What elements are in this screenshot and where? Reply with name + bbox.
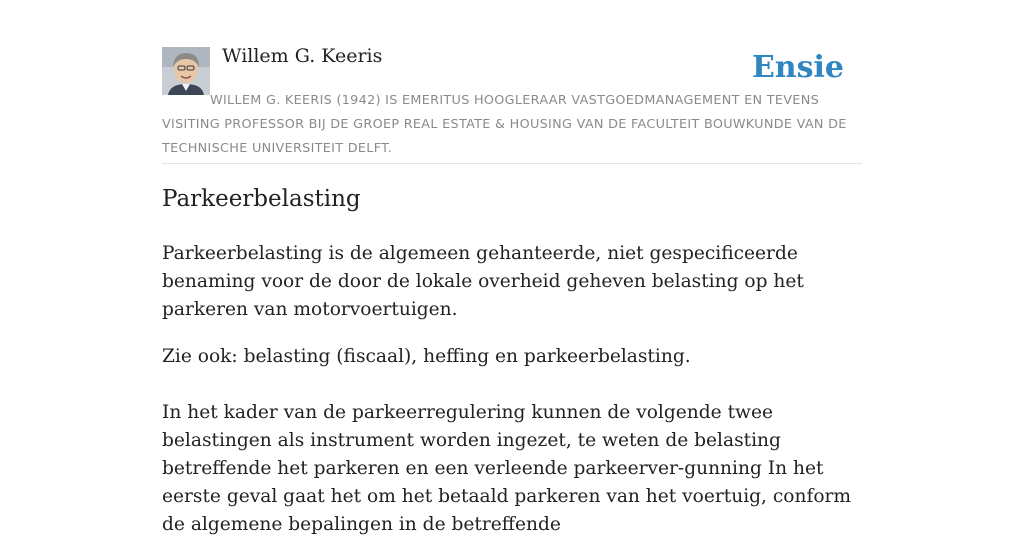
author-avatar[interactable] [162, 47, 210, 95]
header-divider [162, 163, 862, 164]
author-name[interactable]: Willem G. Keeris [222, 45, 383, 67]
entry-title: Parkeerbelasting [162, 186, 361, 212]
entry-paragraph: In het kader van de parkeerregulering kunnen de volgende twee belastingen als instrument worden ingezet, te weten de belasting betreffende het parkeren en een verleende parkeerver-gunning In het eerste geval gaat het om het betaald parkeren van het voertuig, conform de algemene bepalingen in de betreffende [162, 402, 852, 535]
entry-paragraph: Parkeerbelasting is de algemeen gehanteerde, niet gespecificeerde benaming voor de door de lokale overheid geheven belasting op het parkeren van motorvoertuigen. [162, 243, 804, 320]
brand-logo[interactable]: Ensie [751, 50, 844, 85]
author-bio: WILLEM G. KEERIS (1942) IS EMERITUS HOOGLERAAR VASTGOEDMANAGEMENT EN TEVENS VISITING PROFESSOR BIJ DE GROEP REAL ESTATE & HOUSING VAN DE FACULTEIT BOUWKUNDE VAN DE TECHNISCHE UNIVERSITEIT DELFT. [162, 93, 847, 156]
author-photo [162, 47, 210, 95]
entry-paragraph: Zie ook: belasting (fiscaal), heffing en parkeerbelasting. [162, 346, 691, 367]
